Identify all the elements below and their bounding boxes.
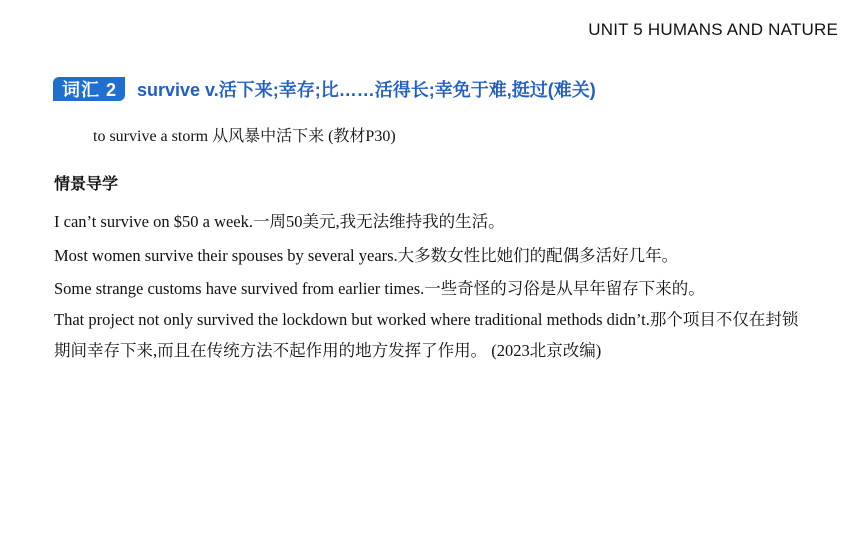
sentence-1: I can’t survive on $50 a week.一周50美元,我无法维持我的生活。 (54, 212, 505, 231)
vocab-heading (53, 76, 596, 102)
vocab-title: survive v.活下来;幸存;比……活得长;幸免于难,挺过(难关) (137, 80, 596, 100)
sentence-3: Some strange customs have survived from earlier times.一些奇怪的习俗是从早年留存下来的。 (54, 279, 705, 298)
vocab-badge: 词汇 2 (53, 77, 125, 101)
section-heading: 情景导学 (54, 176, 119, 193)
unit-header: UNIT 5 HUMANS AND NATURE (588, 20, 838, 39)
example-sentences (54, 205, 799, 366)
sentence-2: Most women survive their spouses by several years.大多数女性比她们的配偶多活好几年。 (54, 246, 679, 265)
textbook-example: to survive a storm 从风暴中活下来 (教材P30) (93, 128, 396, 145)
sentence-4: That project not only survived the lockdown but worked where traditional methods didn’t.那个项目不仅在封锁期间幸存下来,而且在传统方法不起作用的地方发挥了作用。 (2023北京改编) (54, 310, 799, 360)
